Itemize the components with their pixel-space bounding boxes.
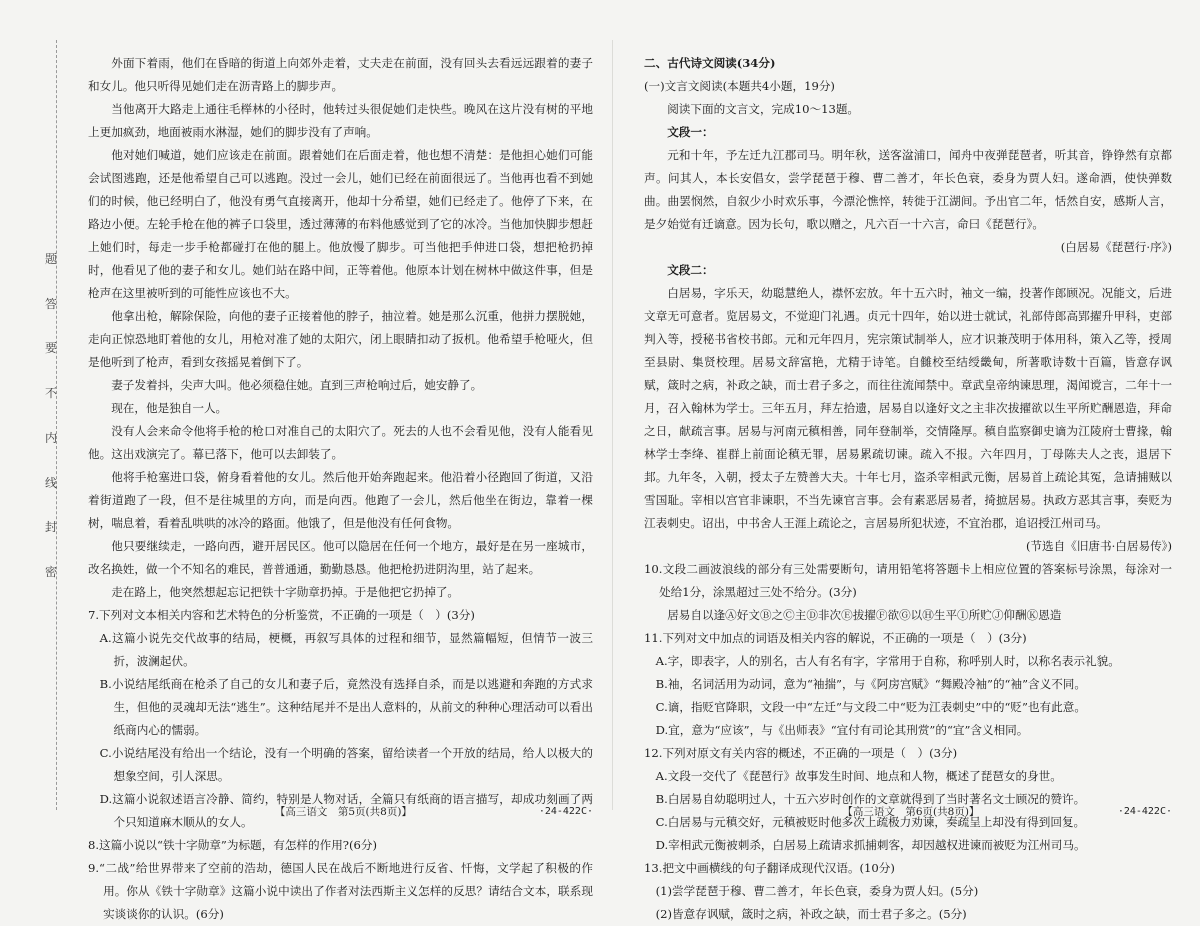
right-page-footer: [644, 804, 1172, 819]
exam-code-right: ·24-422C·: [1117, 806, 1172, 817]
question-9: 9.“二战”给世界带来了空前的浩劫，德国人民在战后不断地进行反省、忏悔，文学起了积极的作用。你从《铁十字勋章》这篇小说中读出了作者对法西斯主义怎样的反思？请结合文本，联系现实谈谈你的认识。(6分): [88, 861, 593, 921]
question-8: 8.这篇小说以“铁十字勋章”为标题，有怎样的作用?(6分): [88, 838, 378, 852]
question-7: 7.下列对文本相关内容和艺术特色的分析鉴赏，不正确的一项是（ ）(3分): [88, 608, 475, 622]
passage-1-title: 文段一：: [667, 125, 714, 139]
binding-char: 题: [44, 252, 57, 266]
question-11-option-b: B.袖，名词活用为动词，意为“袖揣”，与《阿房宫赋》“舞殿冷袖”的“袖”含义不同。: [655, 677, 1086, 691]
story-paragraph: 没有人会来命令他将手枪的枪口对准自己的太阳穴了。死去的人也不会看见他，没有人能看见他。这出戏演完了。幕已落下，他可以去卸装了。: [88, 424, 593, 461]
question-11-option-c: C.谪，指贬官降职，文段一中“左迁”与文段二中“贬为江表刺史”中的“贬”也有此意。: [655, 700, 1086, 714]
binding-char: 封: [44, 520, 57, 535]
right-page: [644, 52, 1172, 926]
story-paragraph: 妻子发着抖，尖声大叫。他必须稳住她。直到三声枪响过后，她安静了。: [111, 378, 483, 392]
subsection-heading: (一)文言文阅读(本题共4小题，19分): [644, 79, 835, 93]
left-page-footer: [88, 804, 593, 819]
passage-2-text: 白居易，字乐天，幼聪慧绝人，襟怀宏放。年十五六时，袖文一编，投著作郎顾况。况能文，后进文章无可意者。览居易文，不觉迎门礼遇。贞元十四年，始以进士就试，礼部侍郎高郢擢升甲科，吏部判入等，授秘书省校书郎。元和元年四月，宪宗策试制举人，应才识兼茂明于体用科，策入乙等，授周至县尉、集贤校理。居易文辞富艳，尤精于诗笔。自雠校至结绶畿甸，所著歌诗数十百篇，皆意存讽赋，箴时之病，补政之缺，而士君子多之，而往往流闻禁中。章武皇帝纳谏思理，渴闻谠言，二年十一月，召入翰林为学士。三年五月，拜左拾遗，居易自以逢好文之主非次拔擢欲以生平所贮酬恩造，拜命之日，献疏言事。居易与河南元稹相善，同年登制举，交情隆厚。稹自监察御史谪为江陵府士曹掾，翰林学士李绛、崔群上前面论稹无罪，居易累疏切谏。疏入不报。六年四月，丁母陈夫人之丧，退居下邽。九年冬，入朝，授太子左赞善大夫。十年七月，盗杀宰相武元衡，居易首上疏论其冤，急请捕贼以雪国耻。宰相以宫官非谏职，不当先谏官言事。会有素恶居易者，掎摭居易。执政方恶其言事，奏贬为江表刺史。诏出，中书舍人王涯上疏论之，言居易所犯状迹，不宜治郡，追诏授江州司马。: [644, 286, 1172, 530]
question-13: 13.把文中画横线的句子翻译成现代汉语。(10分): [644, 861, 895, 875]
passage-2-title: 文段二：: [667, 263, 714, 277]
question-12-option-b: B.白居易自幼聪明过人，十五六岁时创作的文章就得到了当时著名文士顾况的赞许。: [655, 792, 1086, 806]
question-12: 12.下列对原文有关内容的概述，不正确的一项是（ ）(3分): [644, 746, 958, 760]
question-7-option-a: A.这篇小说先交代故事的结局，梗概，再叙写具体的过程和细节，显然篇幅短，但情节一波三折，波澜起伏。: [99, 631, 593, 668]
question-10-sentence: 居易自以逢Ⓐ好文Ⓑ之Ⓒ主Ⓓ非次Ⓔ拔擢Ⓕ欲Ⓖ以Ⓗ生平Ⓘ所贮Ⓙ仰酬Ⓚ恩造: [667, 608, 1062, 622]
question-7-option-b: B.小说结尾纸商在枪杀了自己的女儿和妻子后，竟然没有选择自杀，而是以逃避和奔跑的方式求生，但他的灵魂却无法“逃生”。这种结尾并不是出人意料的，从前文的种种心理活动可以看出纸商内心的懦弱。: [99, 677, 593, 737]
story-paragraph: 他对她们喊道，她们应该走在前面。跟着她们在后面走着，他也想不清楚：是他担心她们可能会试图逃跑，还是他希望自己可以逃跑。没过一会儿，她们已经在前面很远了。当他再也看不到她们的时候，他已经明白了，他没有勇气直接离开，他却十分希望，她们已经走了。他停了下来，在路边小便。左轮手枪在他的裤子口袋里，透过薄薄的布料他感觉到了它的冰冷。当他加快脚步想赶上她们时，每走一步手枪都碰打在他的腿上。他放慢了脚步。可当他把手伸进口袋，想把枪扔掉时，他看见了他的妻子和女儿。她们站在路中间，正等着他。他原本计划在树林中做这件事，但是枪声在这里被听到的可能性应该也不大。: [88, 148, 593, 300]
question-10: 10.文段二画波浪线的部分有三处需要断句，请用铅笔将答题卡上相应位置的答案标号涂黑，每涂对一处给1分，涂黑超过三处不给分。(3分): [644, 562, 1172, 599]
binding-char: 密: [44, 564, 57, 579]
question-11: 11.下列对文中加点的词语及相关内容的解说，不正确的一项是（ ）(3分): [644, 631, 1027, 645]
passage-1-text: 元和十年，予左迁九江郡司马。明年秋，送客湓浦口，闻舟中夜弹琵琶者，听其音，铮铮然有京都声。问其人，本长安倡女，尝学琵琶于穆、曹二善才，年长色衰，委身为贾人妇。遂命酒，使快弹数曲。曲罢悯然，自叙少小时欢乐事，今漂沦憔悴，转徙于江湖间。予出官二年，恬然自安，感斯人言，是夕始觉有迁谪意。因为长句，歌以赠之，凡六百一十六言，命曰《琵琶行》。: [644, 148, 1172, 231]
binding-char: 线: [44, 475, 57, 490]
story-paragraph: 现在，他是独自一人。: [111, 401, 228, 415]
page-fold-line: [612, 40, 613, 810]
exam-code-left: ·24-422C·: [538, 806, 593, 817]
left-page: [88, 52, 593, 926]
binding-char: 答: [44, 296, 57, 311]
question-11-option-d: D.宜，意为“应该”，与《出师表》“宜付有司论其刑赏”的“宜”含义相同。: [655, 723, 1029, 737]
section-heading: 二、古代诗文阅读(34分): [644, 56, 776, 70]
question-12-option-c: C.白居易与元稹交好，元稹被贬时他多次上疏极力劝谏，奏疏呈上却没有得到回复。: [655, 815, 1086, 829]
reading-instruction: 阅读下面的文言文，完成10～13题。: [667, 102, 860, 116]
page-label-right: 【高三语文 第6页(共8页)】: [842, 806, 980, 818]
story-paragraph: 当他离开大路走上通往毛榉林的小径时，他转过头很促她们走快些。晚风在这片没有树的平地上更加疯劲，地面被雨水淋湿，她们的脚步没有了声响。: [88, 102, 593, 139]
binding-strip: [36, 250, 66, 580]
story-paragraph: 走在路上，他突然想起忘记把铁十字勋章扔掉。于是他把它扔掉了。: [111, 585, 460, 599]
question-13-item-2: (2)皆意存讽赋，箴时之病，补政之缺，而士君子多之。(5分): [655, 907, 967, 921]
question-11-option-a: A.字，即表字，人的别名，古人有名有字，字常用于自称，称呼别人时，以称名表示礼貌。: [655, 654, 1120, 668]
question-12-option-d: D.宰相武元衡被刺杀，白居易上疏请求抓捕刺客，却因越权进谏而被贬为江州司马。: [655, 838, 1086, 852]
question-13-item-1: (1)尝学琵琶于穆、曹二善才，年长色衰，委身为贾人妇。(5分): [655, 884, 979, 898]
binding-char: 要: [44, 341, 57, 356]
passage-2-source: (节选自《旧唐书·白居易传》): [1025, 539, 1172, 553]
binding-char: 不: [44, 386, 57, 401]
question-7-option-d: D.这篇小说叙述语言冷静、简约，特别是人物对话，全篇只有纸商的语言描写，却成功刻画了两个只知道麻木顺从的女人。: [99, 792, 593, 829]
story-paragraph: 他将手枪塞进口袋，俯身看着他的女儿。然后他开始奔跑起来。他沿着小径跑回了街道，又沿着街道跑了一段，但不是往城里的方向，而是向西。他跑了一会儿，然后他坐在街边，靠着一棵树，喘息着，看着乱哄哄的冰冷的路面。他饿了，但是他没有任何食物。: [88, 470, 593, 530]
page-label-left: 【高三语文 第5页(共8页)】: [274, 806, 412, 818]
passage-1-source: (白居易《琵琶行·序》): [1060, 240, 1172, 254]
binding-char: 内: [44, 430, 57, 445]
story-paragraph: 他拿出枪，解除保险，向他的妻子正接着他的脖子，抽泣着。她是那么沉重，他拼力摆脱她，走向正惊恐地盯着他的女儿，用枪对准了她的太阳穴，闭上眼睛扣动了扳机。他希望手枪哑火，但是他听到了枪声，看到女孩摇晃着倒下了。: [88, 309, 593, 369]
question-12-option-a: A.文段一交代了《琵琶行》故事发生时间、地点和人物，概述了琵琶女的身世。: [655, 769, 1062, 783]
question-7-option-c: C.小说结尾没有给出一个结论，没有一个明确的答案，留给读者一个开放的结局，给人以极大的想象空间，引人深思。: [99, 746, 593, 783]
story-paragraph: 外面下着雨，他们在昏暗的街道上向郊外走着，丈夫走在前面，没有回头去看远远跟着的妻子和女儿。他只听得见她们走在沥青路上的脚步声。: [88, 56, 593, 93]
story-paragraph: 他只要继续走，一路向西，避开居民区。他可以隐居在任何一个地方，最好是在另一座城市，改名换姓，做一个不知名的难民，普普通通，勤勤恳恳。他把枪扔进阴沟里，站了起来。: [88, 539, 593, 576]
